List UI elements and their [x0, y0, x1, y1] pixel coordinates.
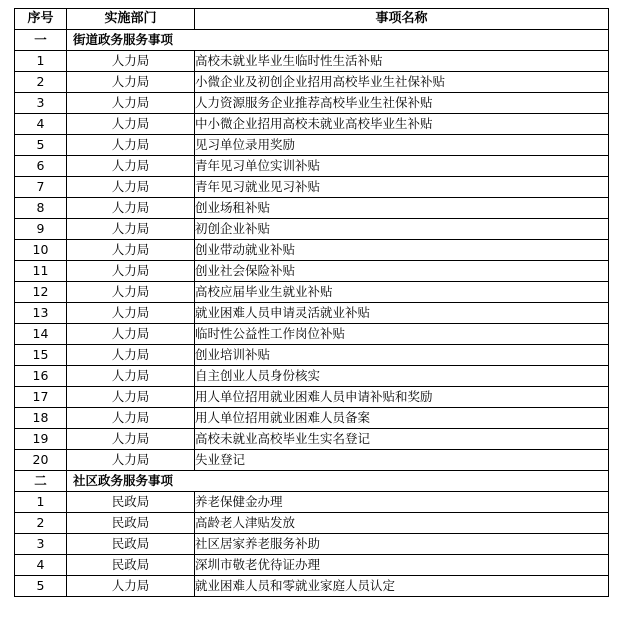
- row-item-name: 创业社会保险补贴: [195, 261, 609, 282]
- header-name: 事项名称: [195, 9, 609, 30]
- row-number: 3: [15, 534, 67, 555]
- section-number: 二: [15, 471, 67, 492]
- row-item-name: 高龄老人津贴发放: [195, 513, 609, 534]
- row-department: 人力局: [67, 114, 195, 135]
- table-row: [15, 51, 609, 72]
- row-department: 人力局: [67, 219, 195, 240]
- section-number: 一: [15, 30, 67, 51]
- row-number: 4: [15, 114, 67, 135]
- table-row: [15, 492, 609, 513]
- row-department: 民政局: [67, 534, 195, 555]
- section-row: [15, 471, 609, 492]
- row-department: 人力局: [67, 324, 195, 345]
- row-number: 10: [15, 240, 67, 261]
- table-row: [15, 114, 609, 135]
- row-number: 17: [15, 387, 67, 408]
- row-item-name: 高校未就业高校毕业生实名登记: [195, 429, 609, 450]
- row-department: 人力局: [67, 177, 195, 198]
- row-department: 民政局: [67, 492, 195, 513]
- table-row: [15, 450, 609, 471]
- row-number: 2: [15, 72, 67, 93]
- table-row: [15, 408, 609, 429]
- row-item-name: 中小微企业招用高校未就业高校毕业生补贴: [195, 114, 609, 135]
- row-number: 20: [15, 450, 67, 471]
- table-row: [15, 198, 609, 219]
- table-row: [15, 555, 609, 576]
- row-department: 人力局: [67, 408, 195, 429]
- row-number: 8: [15, 198, 67, 219]
- row-number: 14: [15, 324, 67, 345]
- table-row: [15, 576, 609, 597]
- row-item-name: 用人单位招用就业困难人员申请补贴和奖励: [195, 387, 609, 408]
- row-number: 9: [15, 219, 67, 240]
- row-item-name: 人力资源服务企业推荐高校毕业生社保补贴: [195, 93, 609, 114]
- table-row: [15, 303, 609, 324]
- row-item-name: 创业场租补贴: [195, 198, 609, 219]
- row-number: 18: [15, 408, 67, 429]
- row-department: 人力局: [67, 198, 195, 219]
- section-title: 社区政务服务事项: [67, 471, 609, 492]
- table-row: [15, 240, 609, 261]
- row-item-name: 社区居家养老服务补助: [195, 534, 609, 555]
- row-department: 人力局: [67, 261, 195, 282]
- row-item-name: 高校应届毕业生就业补贴: [195, 282, 609, 303]
- header-dept: 实施部门: [67, 9, 195, 30]
- row-item-name: 青年见习就业见习补贴: [195, 177, 609, 198]
- row-item-name: 自主创业人员身份核实: [195, 366, 609, 387]
- table-row: [15, 72, 609, 93]
- row-item-name: 创业培训补贴: [195, 345, 609, 366]
- row-number: 13: [15, 303, 67, 324]
- row-number: 16: [15, 366, 67, 387]
- header-num: 序号: [15, 9, 67, 30]
- row-department: 人力局: [67, 366, 195, 387]
- row-number: 1: [15, 51, 67, 72]
- row-item-name: 临时性公益性工作岗位补贴: [195, 324, 609, 345]
- table-row: [15, 156, 609, 177]
- row-department: 人力局: [67, 135, 195, 156]
- table-row: [15, 282, 609, 303]
- row-number: 5: [15, 135, 67, 156]
- table-row: [15, 93, 609, 114]
- row-item-name: 创业带动就业补贴: [195, 240, 609, 261]
- table-row: [15, 219, 609, 240]
- row-department: 人力局: [67, 576, 195, 597]
- section-title: 街道政务服务事项: [67, 30, 609, 51]
- row-department: 人力局: [67, 93, 195, 114]
- row-item-name: 深圳市敬老优待证办理: [195, 555, 609, 576]
- table-row: [15, 324, 609, 345]
- row-item-name: 养老保健金办理: [195, 492, 609, 513]
- row-department: 人力局: [67, 156, 195, 177]
- table-row: [15, 366, 609, 387]
- row-department: 人力局: [67, 387, 195, 408]
- row-number: 15: [15, 345, 67, 366]
- row-number: 19: [15, 429, 67, 450]
- row-item-name: 就业困难人员申请灵活就业补贴: [195, 303, 609, 324]
- row-number: 3: [15, 93, 67, 114]
- table-row: [15, 177, 609, 198]
- row-item-name: 见习单位录用奖励: [195, 135, 609, 156]
- row-department: 人力局: [67, 51, 195, 72]
- header-row: [15, 9, 609, 30]
- row-item-name: 用人单位招用就业困难人员备案: [195, 408, 609, 429]
- table-row: [15, 345, 609, 366]
- row-department: 人力局: [67, 345, 195, 366]
- row-number: 6: [15, 156, 67, 177]
- table-body: [15, 30, 609, 597]
- table-row: [15, 135, 609, 156]
- row-department: 民政局: [67, 555, 195, 576]
- row-department: 民政局: [67, 513, 195, 534]
- row-department: 人力局: [67, 450, 195, 471]
- table-row: [15, 534, 609, 555]
- row-number: 5: [15, 576, 67, 597]
- row-number: 4: [15, 555, 67, 576]
- row-item-name: 小微企业及初创企业招用高校毕业生社保补贴: [195, 72, 609, 93]
- row-department: 人力局: [67, 72, 195, 93]
- row-number: 12: [15, 282, 67, 303]
- row-number: 7: [15, 177, 67, 198]
- row-department: 人力局: [67, 429, 195, 450]
- table-row: [15, 387, 609, 408]
- row-number: 1: [15, 492, 67, 513]
- row-number: 2: [15, 513, 67, 534]
- row-department: 人力局: [67, 303, 195, 324]
- service-items-table: [14, 8, 609, 597]
- table-row: [15, 513, 609, 534]
- row-item-name: 初创企业补贴: [195, 219, 609, 240]
- table-row: [15, 429, 609, 450]
- row-number: 11: [15, 261, 67, 282]
- row-item-name: 失业登记: [195, 450, 609, 471]
- row-item-name: 就业困难人员和零就业家庭人员认定: [195, 576, 609, 597]
- row-department: 人力局: [67, 282, 195, 303]
- table-row: [15, 261, 609, 282]
- section-row: [15, 30, 609, 51]
- row-department: 人力局: [67, 240, 195, 261]
- row-item-name: 高校未就业毕业生临时性生活补贴: [195, 51, 609, 72]
- row-item-name: 青年见习单位实训补贴: [195, 156, 609, 177]
